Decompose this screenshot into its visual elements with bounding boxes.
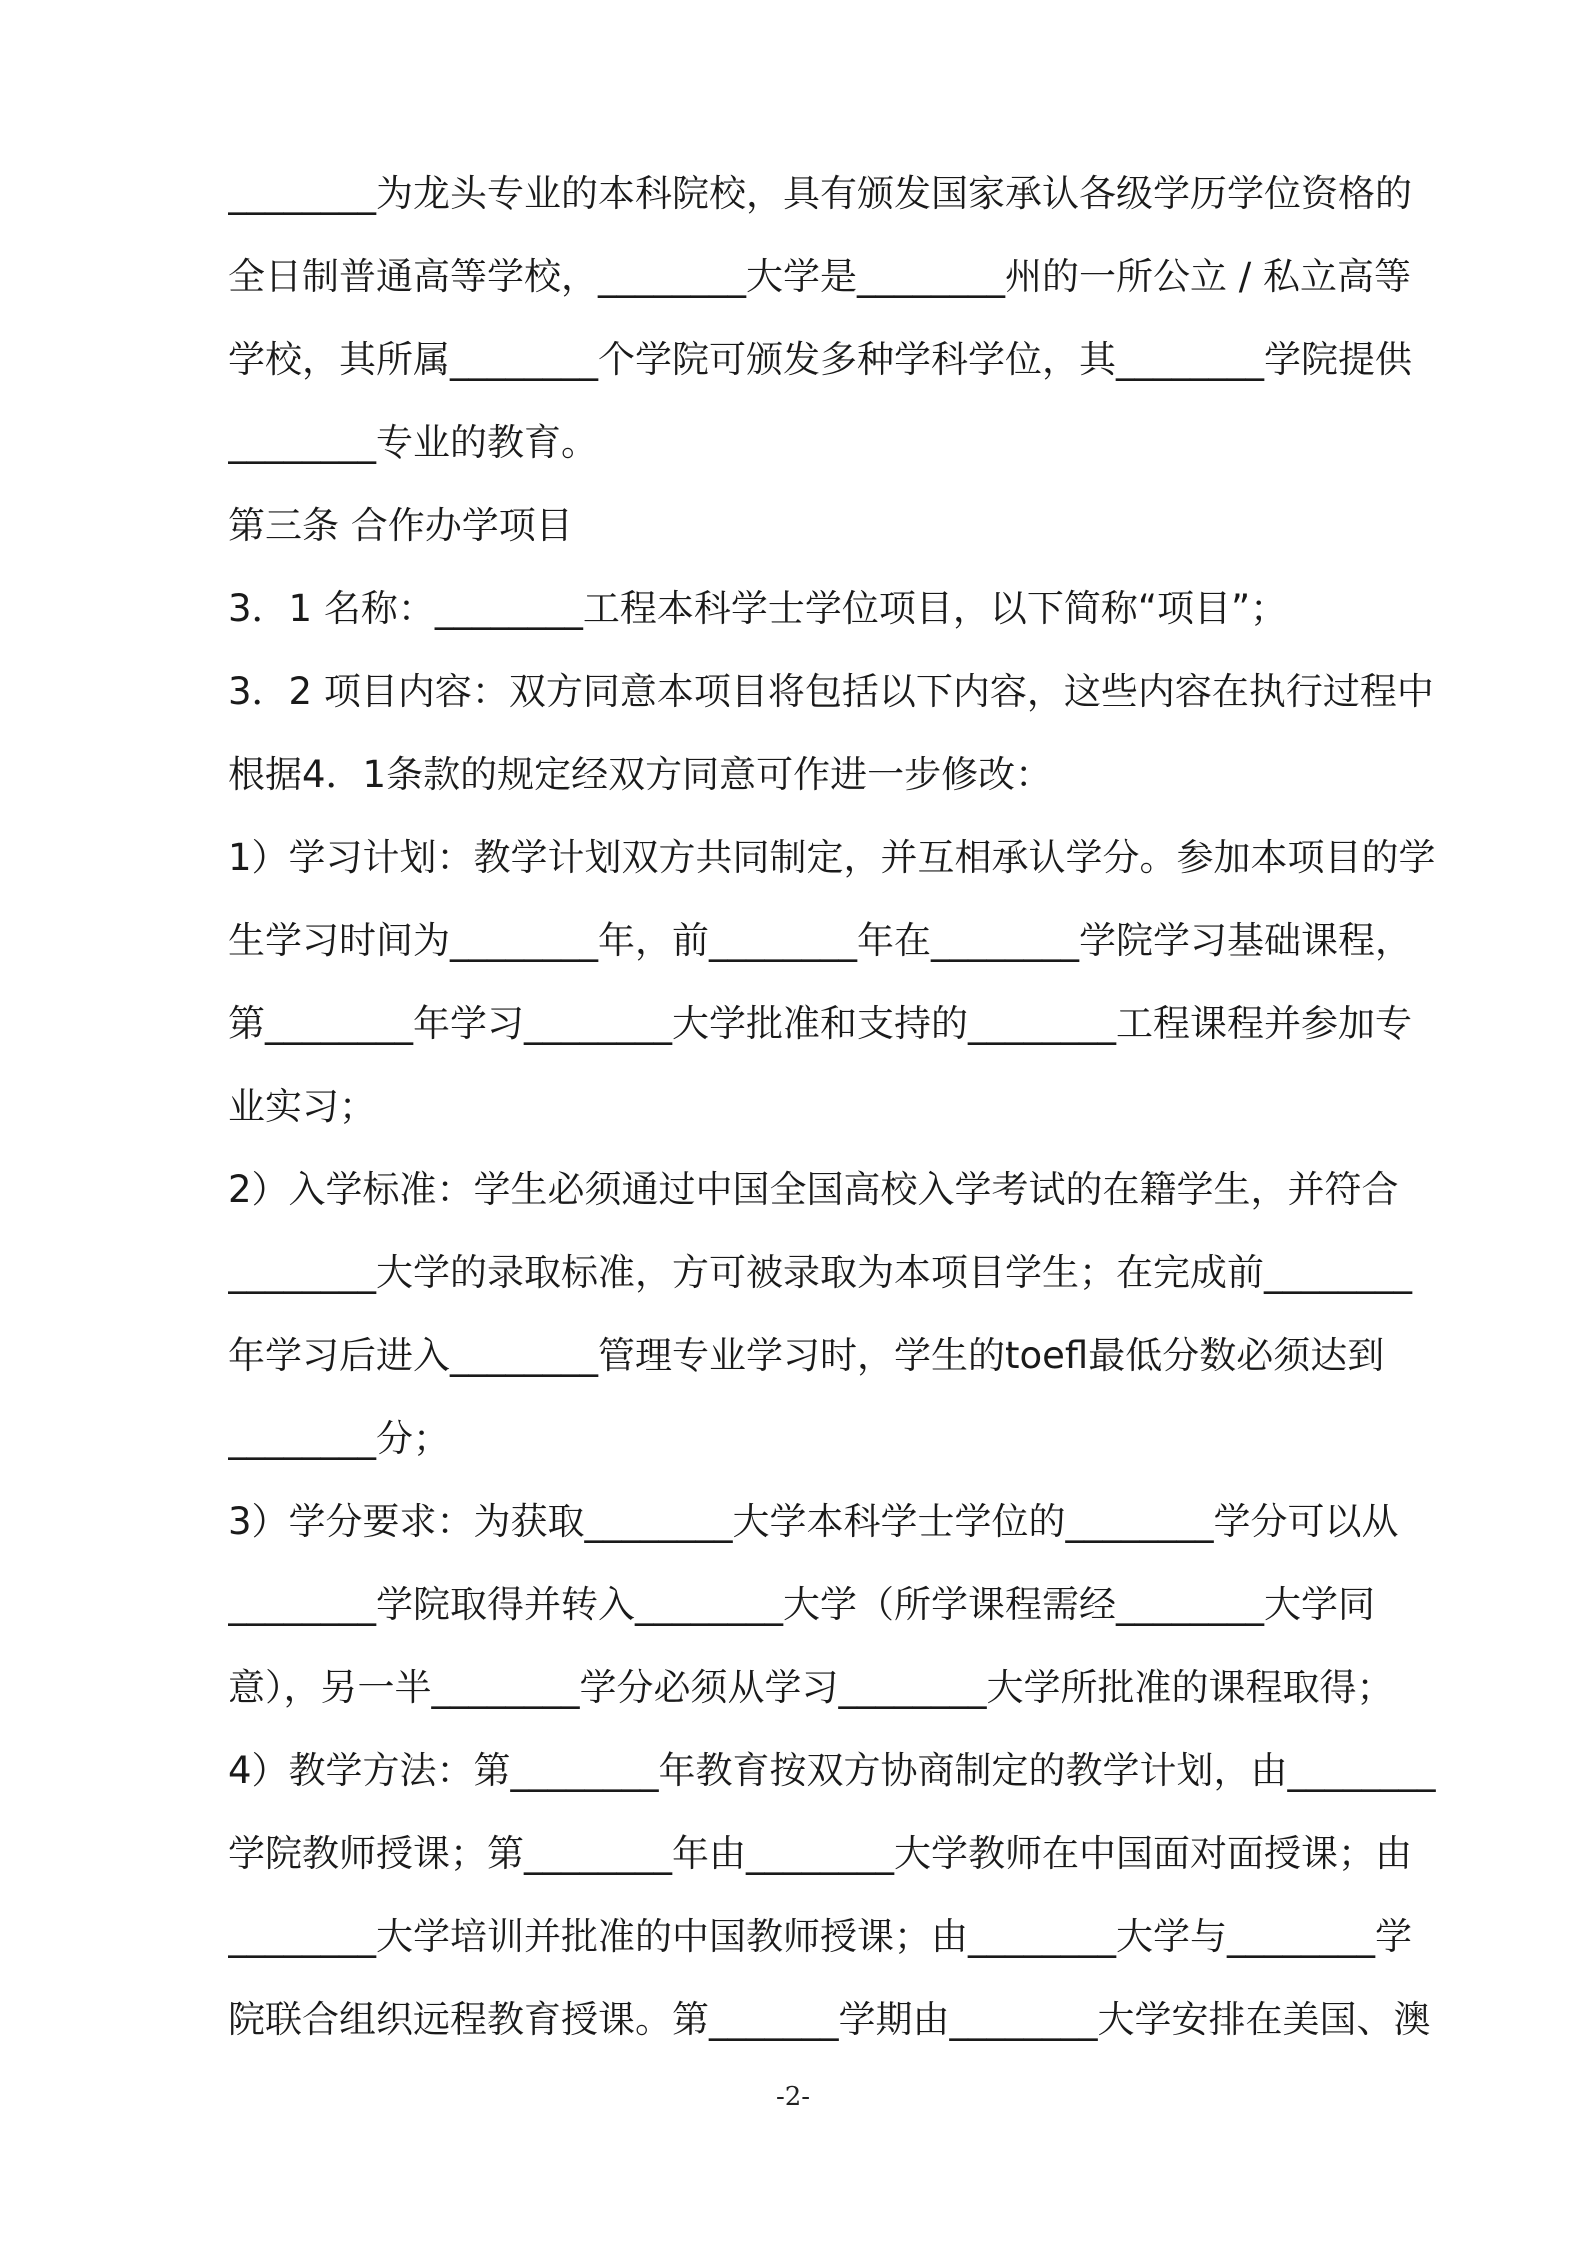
text-line: 院联合组织远程教育授课。第_______学期由________大学安排在美国、澳 (228, 1998, 1431, 2041)
text-line: 年学习后进入________管理专业学习时，学生的toefl最低分数必须达到 (228, 1334, 1385, 1377)
text-line: 第________年学习________大学批准和支持的________工程课程并参加专 (228, 1002, 1412, 1045)
text-line: 学院教师授课；第________年由________大学教师在中国面对面授课；由 (228, 1832, 1412, 1875)
text-line: ________专业的教育。 (228, 421, 598, 464)
text-line: 3．1 名称：________工程本科学士学位项目，以下简称“项目”； (228, 587, 1288, 630)
text-line: 意），另一半________学分必须从学习________大学所批准的课程取得； (228, 1666, 1394, 1709)
text-line: ________大学的录取标准，方可被录取为本项目学生；在完成前________ (228, 1251, 1412, 1294)
text-line: 业实习； (228, 1085, 376, 1128)
text-line: 根据4．1条款的规定经双方同意可作进一步修改： (228, 753, 1053, 796)
text-line: 生学习时间为________年，前________年在________学院学习基础课程， (228, 919, 1412, 962)
section-heading: 第三条 合作办学项目 (228, 504, 573, 547)
text-line: ________分； (228, 1417, 450, 1460)
document-body (228, 152, 1448, 2061)
page-number: -2- (775, 2082, 811, 2112)
text-line: 学校，其所属________个学院可颁发多种学科学位，其________学院提供 (228, 338, 1412, 381)
text-line: ________学院取得并转入________大学（所学课程需经________大学同 (228, 1583, 1375, 1626)
text-line: 3）学分要求：为获取________大学本科学士学位的________学分可以从 (228, 1500, 1399, 1543)
text-line: 3．2 项目内容：双方同意本项目将包括以下内容，这些内容在执行过程中 (228, 670, 1434, 713)
text-line: 2）入学标准：学生必须通过中国全国高校入学考试的在籍学生，并符合 (228, 1168, 1399, 1211)
text-line: 4）教学方法：第________年教育按双方协商制定的教学计划，由________ (228, 1749, 1436, 1792)
text-line: 1）学习计划：教学计划双方共同制定，并互相承认学分。参加本项目的学 (228, 836, 1436, 879)
text-line: ________大学培训并批准的中国教师授课；由________大学与________学 (228, 1915, 1412, 1958)
text-line: ________为龙头专业的本科院校，具有颁发国家承认各级学历学位资格的 (228, 172, 1412, 215)
text-line: 全日制普通高等学校，________大学是________州的一所公立 / 私立高等 (228, 255, 1411, 298)
